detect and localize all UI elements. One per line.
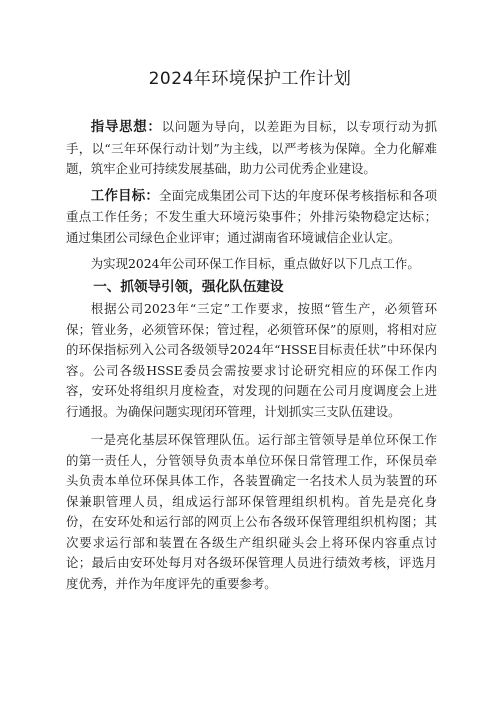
guiding-paragraph — [66, 117, 437, 180]
goal-label: 工作目标： — [90, 188, 160, 204]
section-paragraph-1: 根据公司2023年“三定”工作要求，按照“管生产，必须管环保；管业务，必须管环保；管过程，必须管环保”的原则，将相对应的环保指标列入公司各级领导2024年“HSSE目标责任状”中环保内容。公司各级HSSE委员会需按要求讨论研究相应的环保工作内容，安环处将组织月度检查，对发现的问题在公司月度调度会上进行通报。为确保问题实现闭环管理，计划抓实三支队伍建设。 — [66, 301, 437, 419]
intro-paragraph: 为实现2024年公司环保工作目标，重点做好以下几点工作。 — [90, 256, 420, 271]
section-heading: 一、抓领导引领，强化队伍建设 — [93, 278, 284, 295]
goal-text: 全面完成集团公司下达的年度环保考核指标和各项重点工作任务；不发生重大环境污染事件；外排污染物稳定达标；通过集团公司绿色企业评审；通过湖南省环境诚信企业认定。 — [66, 187, 438, 245]
section-paragraph-2: 一是亮化基层环保管理队伍。运行部主管领导是单位环保工作的第一责任人，分管领导负责本单位环保日常管理工作，环保员牵头负责本单位环保具体工作，各装置确定一名技术人员为装置的环保兼职管理人员，组成运行部环保管理组织机构。首先是亮化身份，在安环处和运行部的网页上公布各级环保管理组织机构图；其次要求运行部和装置在各级生产组织碰头会上将环保内容重点讨论；最后由安环处每月对各级环保管理人员进行绩效考核，评选月度优秀，并作为年度评先的重要参考。 — [66, 432, 437, 591]
document-body — [66, 117, 437, 594]
guiding-text: 以问题为导向，以差距为目标，以专项行动为抓手，以“三年环保行动计划”为主线，以严考核为保障。全力化解难题，筑牢企业可持续发展基础，助力公司优秀企业建设。 — [66, 119, 438, 176]
goal-paragraph — [66, 186, 437, 249]
document-title: 2024年环境保护工作计划 — [148, 69, 352, 89]
guiding-label: 指导思想： — [90, 120, 162, 135]
